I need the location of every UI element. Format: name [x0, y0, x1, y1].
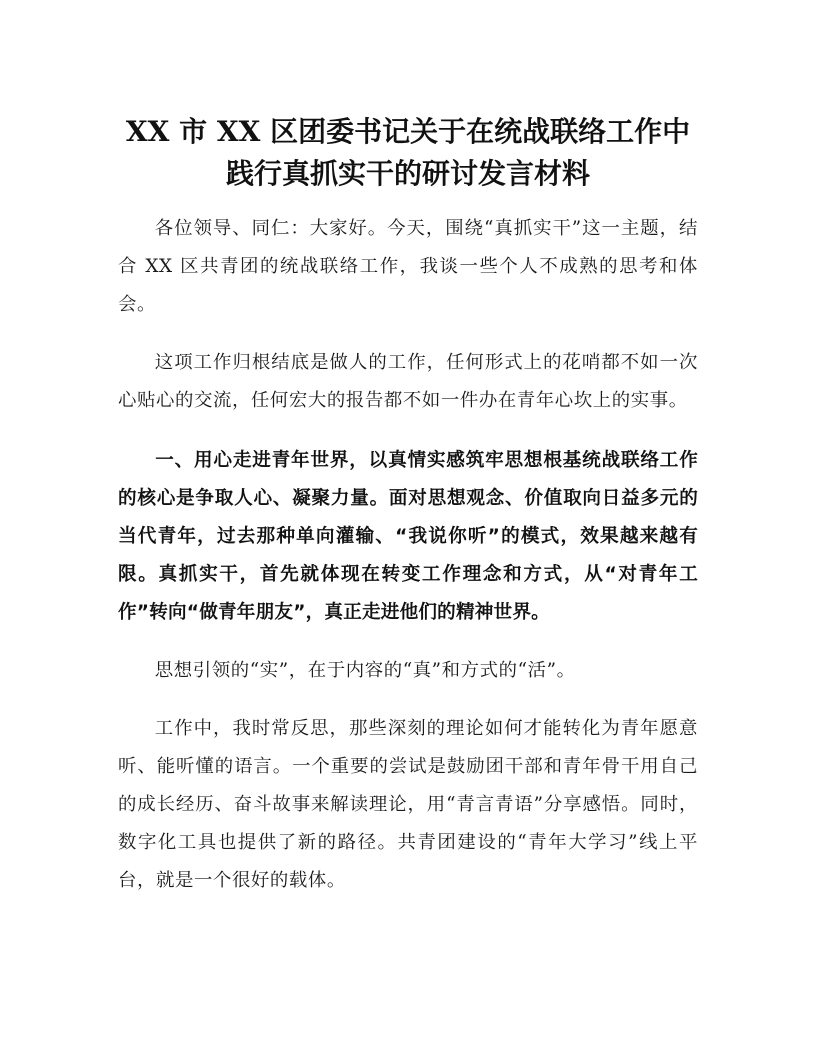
paragraph-practice: 工作中，我时常反思，那些深刻的理论如何才能转化为青年愿意听、能听懂的语言。一个重要的尝试是鼓励团干部和青年骨干用自己的成长经历、奋斗故事来解读理论，用“青言青语”分享感悟。同时，数字化工具也提供了新的路径。共青团建设的“青年大学习”线上平台，就是一个很好的载体。	[118, 718, 698, 891]
paragraph-guidance: 思想引领的“实”，在于内容的“真”和方式的“活”。	[154, 660, 576, 681]
paragraph-intro: 这项工作归根结底是做人的工作，任何形式上的花哨都不如一次心贴心的交流，任何宏大的报告都不如一件办在青年心坎上的实事。	[118, 352, 698, 411]
document-body	[118, 210, 698, 900]
paragraph-section-one: 一、用心走进青年世界，以真情实感筑牢思想根基统战联络工作的核心是争取人心、凝聚力量。面对思想观念、价值取向日益多元的当代青年，过去那种单向灌输、“我说你听”的模式，效果越来越有限。真抓实干，首先就体现在转变工作理念和方式，从“对青年工作”转向“做青年朋友”，真正走进他们的精神世界。	[118, 450, 698, 623]
paragraph-greeting: 各位领导、同仁：大家好。今天，围绕“真抓实干”这一主题，结合 XX 区共青团的统战联络工作，我谈一些个人不成熟的思考和体会。	[118, 218, 698, 315]
document-title	[110, 111, 706, 195]
title-line-1: XX 市 XX 区团委书记关于在统战联络工作中	[125, 115, 691, 148]
title-line-2: 践行真抓实干的研讨发言材料	[225, 157, 590, 190]
